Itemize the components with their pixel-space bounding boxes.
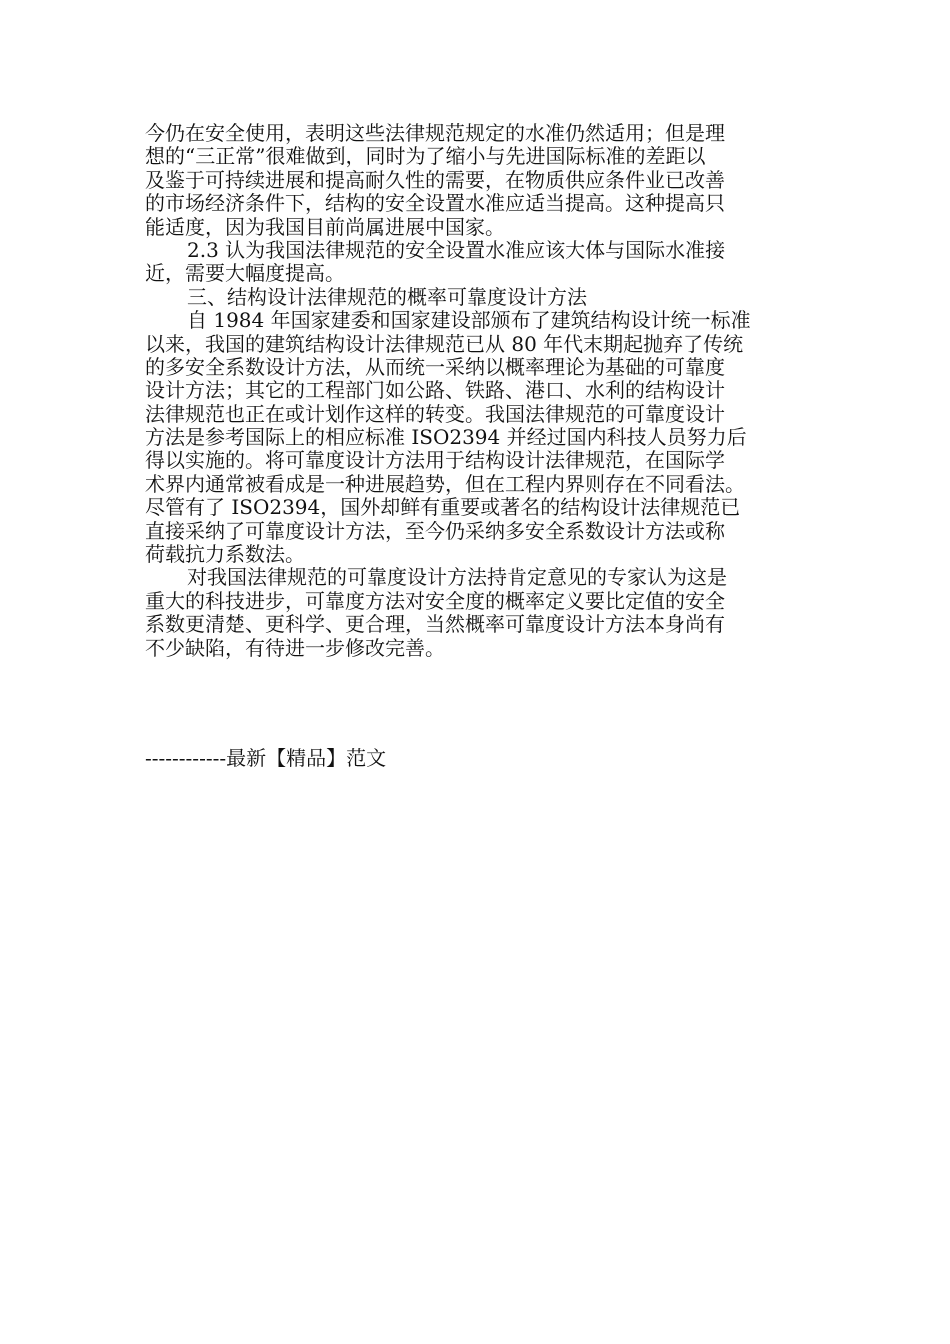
- text-line: 想的“三正常”很难做到，同时为了缩小与先进国际标准的差距以: [145, 145, 706, 169]
- text-line: 法律规范也正在或计划作这样的转变。我国法律规范的可靠度设计: [145, 402, 725, 426]
- text-line: 荷载抗力系数法。: [145, 543, 305, 567]
- text-line: 2.3 认为我国法律规范的安全设置水准应该大体与国际水准接: [187, 238, 726, 262]
- text-line: 对我国法律规范的可靠度设计方法持肯定意见的专家认为这是: [187, 566, 727, 590]
- text-line: 近，需要大幅度提高。: [145, 262, 345, 286]
- text-line: 尽管有了 ISO2394，国外却鲜有重要或著名的结构设计法律规范已: [145, 496, 741, 520]
- text-line: 的市场经济条件下，结构的安全设置水准应适当提高。这种提高只: [145, 192, 725, 216]
- text-line: 重大的科技进步，可靠度方法对安全度的概率定义要比定值的安全: [145, 589, 725, 613]
- text-line: 方法是参考国际上的相应标准 ISO2394 并经过国内科技人员努力后: [145, 426, 747, 450]
- text-line: 自 1984 年国家建委和国家建设部颁布了建筑结构设计统一标准: [187, 309, 751, 333]
- text-line: 的多安全系数设计方法，从而统一采纳以概率理论为基础的可靠度: [145, 355, 725, 379]
- text-line: 能适度，因为我国目前尚属进展中国家。: [145, 215, 505, 239]
- text-line: 系数更清楚、更科学、更合理，当然概率可靠度设计方法本身尚有: [145, 613, 725, 637]
- text-line: 以来，我国的建筑结构设计法律规范已从 80 年代末期起抛弃了传统: [145, 332, 744, 356]
- text-line: 直接采纳了可靠度设计方法，至今仍采纳多安全系数设计方法或称: [145, 519, 725, 543]
- text-line: 不少缺陷，有待进一步修改完善。: [145, 636, 445, 660]
- text-line: 术界内通常被看成是一种进展趋势，但在工程内界则存在不同看法。: [145, 472, 745, 496]
- footer-text: ------------最新【精品】范文: [145, 746, 387, 770]
- text-line: 得以实施的。将可靠度设计方法用于结构设计法律规范，在国际学: [145, 449, 725, 473]
- text-line: 今仍在安全使用，表明这些法律规范规定的水准仍然适用；但是理: [145, 122, 725, 145]
- section-heading: 三、结构设计法律规范的概率可靠度设计方法: [187, 285, 587, 309]
- text-line: 设计方法；其它的工程部门如公路、铁路、港口、水利的结构设计: [145, 379, 725, 403]
- text-line: 及鉴于可持续进展和提高耐久性的需要，在物质供应条件业已改善: [145, 168, 725, 192]
- body-text: [145, 122, 795, 660]
